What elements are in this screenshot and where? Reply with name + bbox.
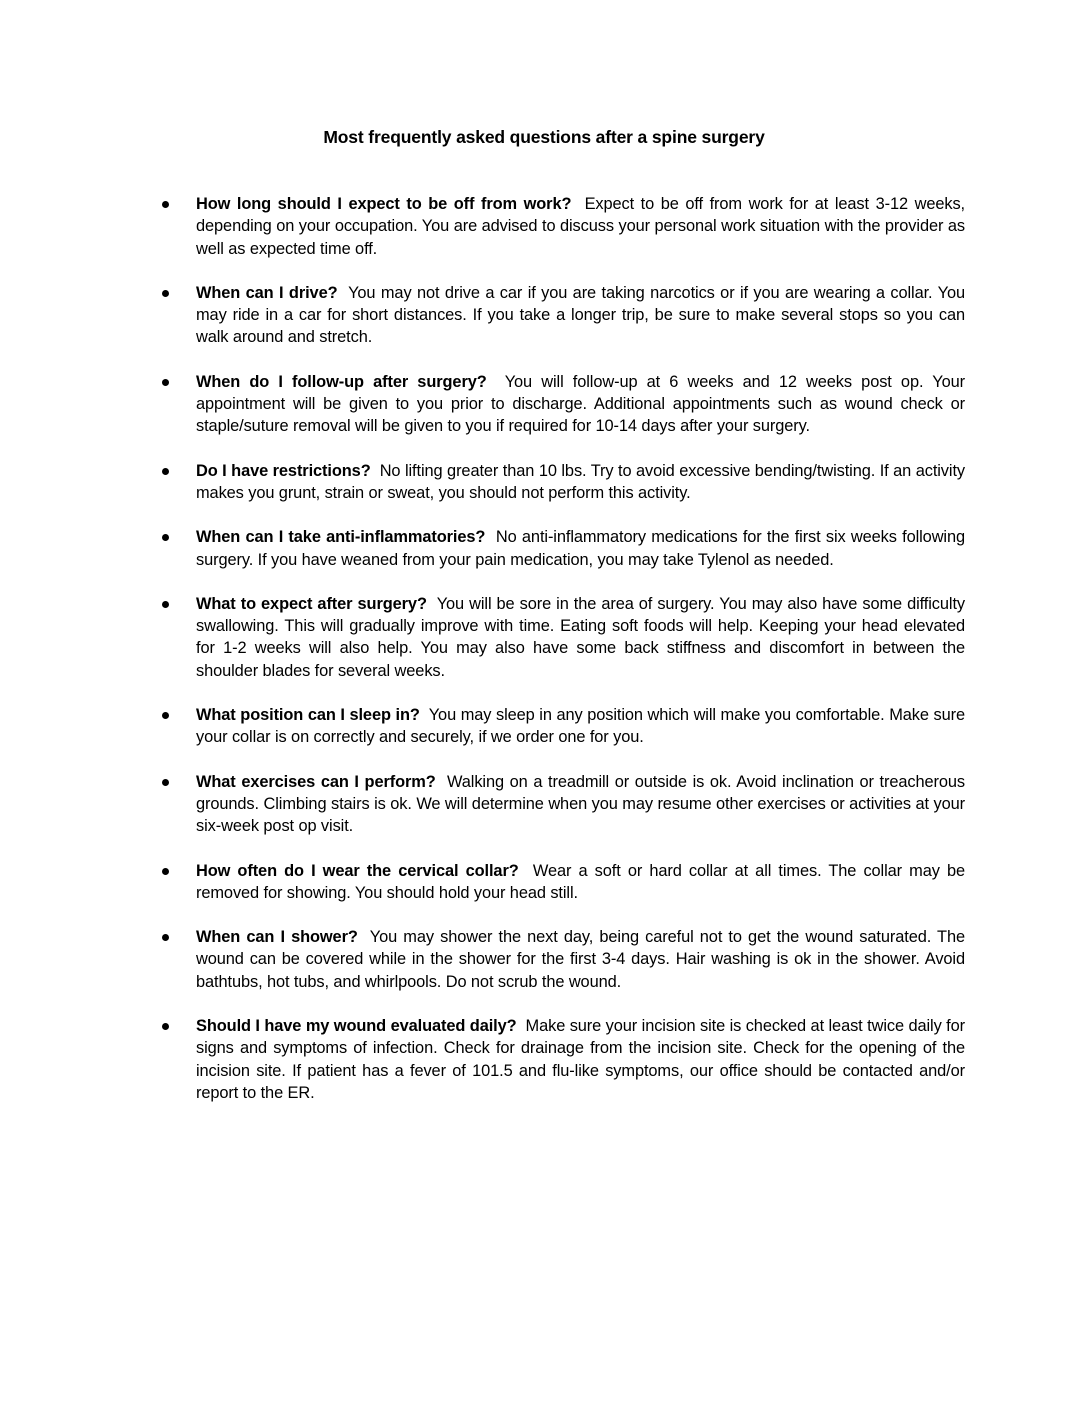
faq-spacer <box>436 773 447 791</box>
faq-answer: No anti-inflammatory medications for the first six weeks following surgery. If you have weaned from your pain medication, you may take Tylenol as needed. <box>196 528 965 569</box>
bullet-icon <box>162 934 169 941</box>
faq-question: When can I shower? <box>196 928 358 947</box>
faq-answer: Walking on a treadmill or outside is ok. Avoid inclination or treacherous grounds. Climbing stairs is ok. We will determine when you may resume other exercises or activities at your six-week post op visit. <box>196 772 965 836</box>
faq-question: What exercises can I perform? <box>196 772 436 791</box>
faq-spacer <box>485 528 496 546</box>
faq-item <box>160 460 965 505</box>
faq-item <box>160 860 965 905</box>
faq-spacer <box>338 284 349 302</box>
faq-item <box>160 193 965 260</box>
faq-spacer <box>571 195 584 213</box>
faq-question: How long should I expect to be off from work? <box>196 195 572 213</box>
faq-answer: Expect to be off from work for at least 3-12 weeks, depending on your occupation. You are advised to discuss your personal work situation with the provider as well as expected time off. <box>196 195 965 258</box>
faq-question: Do I have restrictions? <box>196 461 371 480</box>
faq-item <box>160 704 965 749</box>
faq-answer: You may shower the next day, being careful not to get the wound saturated. The wound can be covered while in the shower for the first 3-4 days. Hair washing is ok in the shower. Avoid bathtubs, hot tubs, and whirlpools. Do not scrub the wound. <box>196 928 965 991</box>
faq-item <box>160 926 965 993</box>
faq-answer: Make sure your incision site is checked at least twice daily for signs and symptoms of infection. Check for drainage from the incision site. Check for the opening of the incision site. If patient has a fever of 101.5 and flu-like symptoms, our office should be contacted and/or report to the ER. <box>196 1017 965 1102</box>
faq-question: When can I drive? <box>196 283 338 302</box>
faq-list <box>160 193 965 1104</box>
faq-spacer <box>519 862 533 880</box>
bullet-icon <box>162 712 169 719</box>
faq-question: Should I have my wound evaluated daily? <box>196 1017 517 1036</box>
bullet-icon <box>162 779 169 786</box>
faq-spacer <box>358 928 370 946</box>
bullet-icon <box>162 201 169 208</box>
faq-answer: You will follow-up at 6 weeks and 12 weeks post op. Your appointment will be given to you prior to discharge. Additional appointments such as wound check or staple/suture removal will be given to you if required for 10-14 days after your surgery. <box>196 372 966 436</box>
bullet-icon <box>162 534 169 541</box>
faq-question: What position can I sleep in? <box>196 706 420 725</box>
faq-spacer <box>427 595 437 613</box>
faq-item <box>160 1015 965 1104</box>
bullet-icon <box>162 601 169 608</box>
faq-question: What to expect after surgery? <box>196 594 427 613</box>
faq-spacer <box>371 462 380 480</box>
bullet-icon <box>162 468 169 475</box>
faq-question: How often do I wear the cervical collar? <box>196 861 519 880</box>
faq-question: When can I take anti-inflammatories? <box>196 528 486 547</box>
bullet-icon <box>162 1023 169 1030</box>
faq-answer: You may not drive a car if you are taking narcotics or if you are wearing a collar. You may ride in a car for short distances. If you take a longer trip, be sure to make several stops so you can walk around and stretch. <box>196 283 965 347</box>
page-title: Most frequently asked questions after a spine surgery <box>323 127 765 147</box>
bullet-icon <box>162 379 169 386</box>
bullet-icon <box>162 290 169 297</box>
faq-spacer <box>517 1017 526 1035</box>
faq-answer: You will be sore in the area of surgery. You may also have some difficulty swallowing. This will gradually improve with time. Eating soft foods will help. Keeping your head elevated for 1-2 weeks will also help. You may also have some back stiffness and discomfort in between the shoulder blades for several weeks. <box>196 594 965 680</box>
faq-item <box>160 771 965 838</box>
faq-question: When do I follow-up after surgery? <box>196 372 487 391</box>
faq-answer: You may sleep in any position which will make you comfortable. Make sure your collar is on correctly and securely, if we order one for you. <box>196 706 965 747</box>
faq-item <box>160 282 965 349</box>
faq-item <box>160 371 965 438</box>
bullet-icon <box>162 868 169 875</box>
faq-item <box>160 593 965 682</box>
faq-answer: No lifting greater than 10 lbs. Try to avoid excessive bending/twisting. If an activity makes you grunt, strain or sweat, you should not perform this activity. <box>196 461 965 502</box>
faq-spacer <box>487 373 505 391</box>
faq-answer: Wear a soft or hard collar at all times. The collar may be removed for showing. You should hold your head still. <box>196 861 965 902</box>
faq-spacer <box>420 706 429 724</box>
faq-item <box>160 526 965 571</box>
